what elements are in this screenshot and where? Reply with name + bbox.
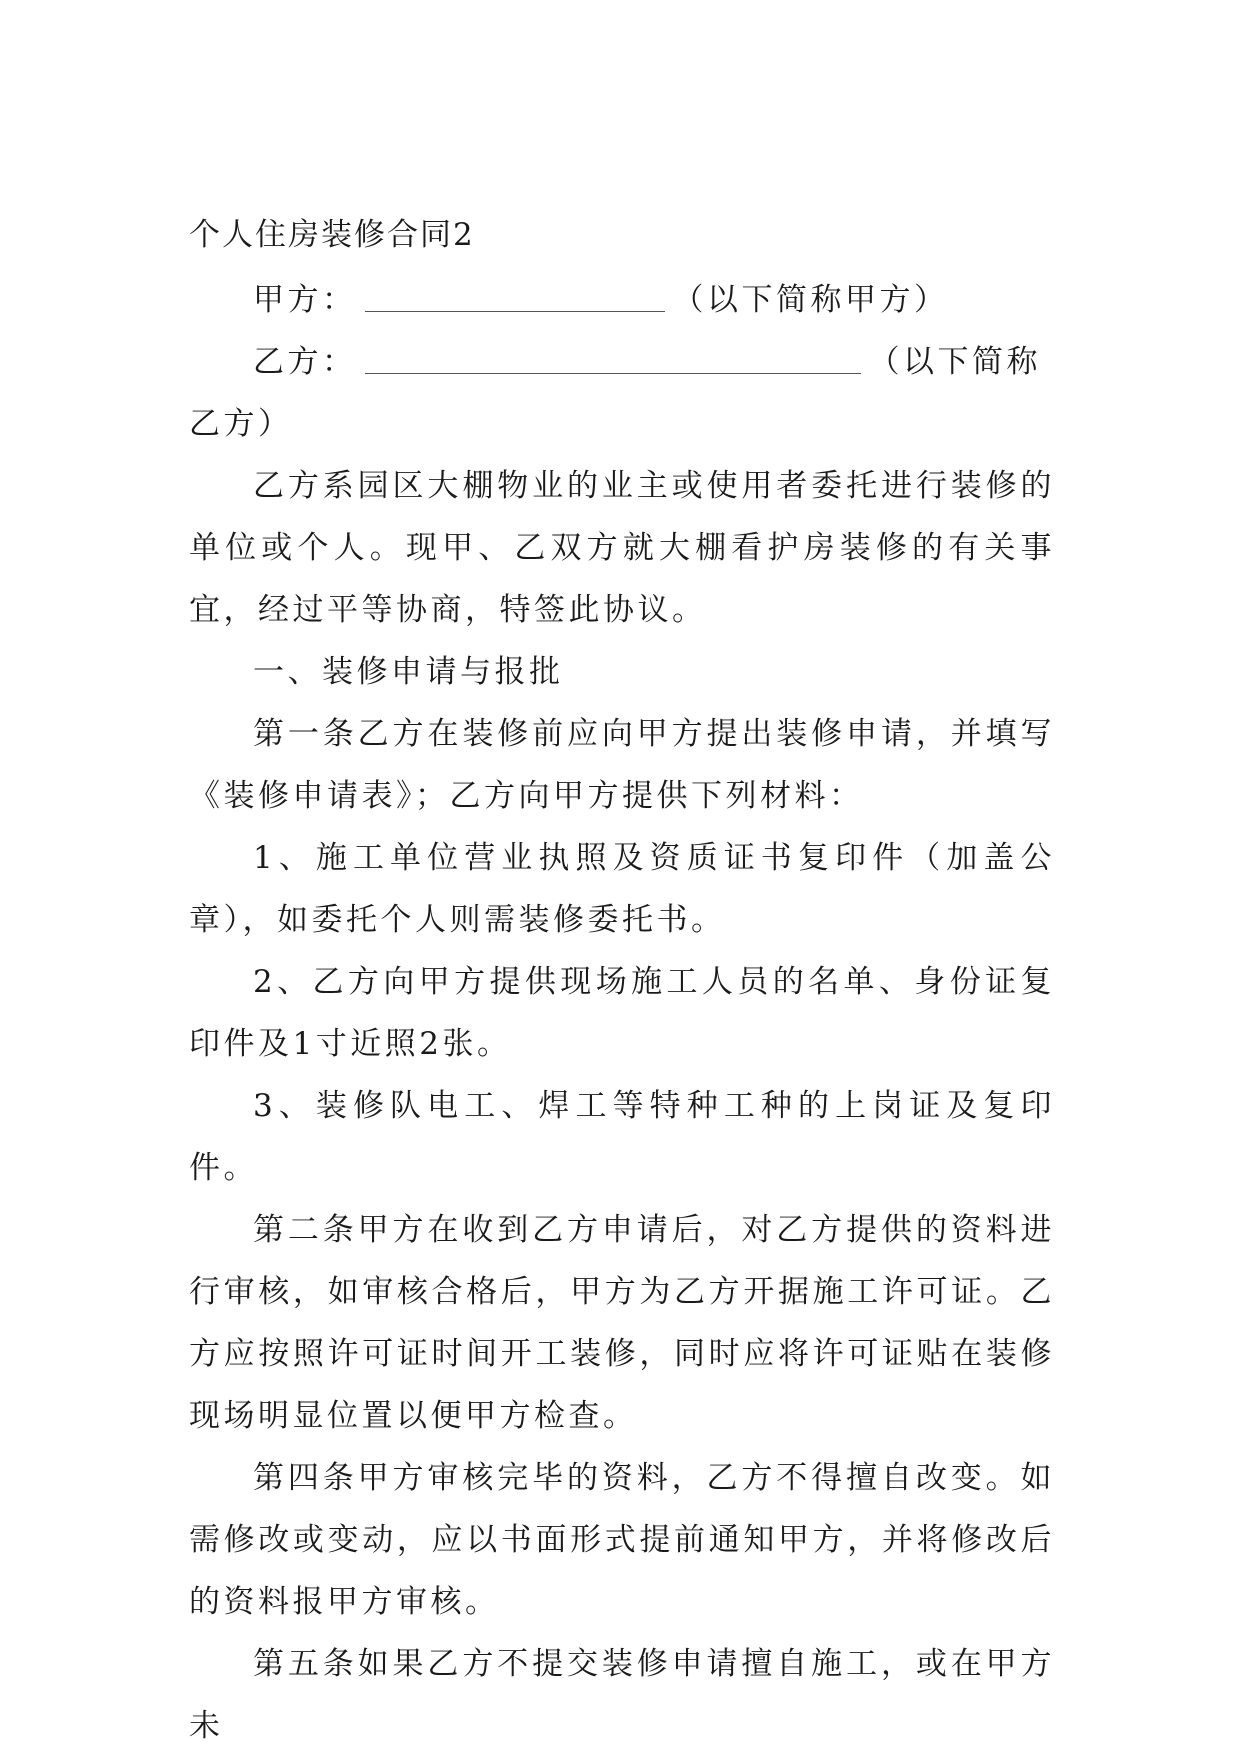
party-b-blank <box>365 343 861 374</box>
paragraph: 第五条如果乙方不提交装修申请擅自施工，或在甲方未 <box>189 1646 1055 1744</box>
party-b-label: 乙方： <box>253 344 357 380</box>
section-heading: 一、装修申请与报批 <box>253 654 564 690</box>
paragraph: 第四条甲方审核完毕的资料，乙方不得擅自改变。如需修改或变动，应以书面形式提前通知甲方，并将修改后的资料报甲方审核。 <box>189 1460 1055 1620</box>
document-page <box>189 215 1055 1757</box>
list-item: 2、乙方向甲方提供现场施工人员的名单、身份证复印件及1寸近照2张。 <box>189 964 1055 1062</box>
party-b-suffix: （以下简称乙方） <box>189 344 1041 442</box>
party-a-suffix: （以下简称甲方） <box>672 282 949 318</box>
paragraph: 第二条甲方在收到乙方申请后，对乙方提供的资料进行审核，如审核合格后，甲方为乙方开据施工许可证。乙方应按照许可证时间开工装修，同时应将许可证贴在装修现场明显位置以便甲方检查。 <box>189 1212 1055 1434</box>
party-b-line <box>189 331 1055 455</box>
list-item: 3、装修队电工、焊工等特种工种的上岗证及复印件。 <box>189 1088 1055 1186</box>
paragraph: 乙方系园区大棚物业的业主或使用者委托进行装修的单位或个人。现甲、乙双方就大棚看护房装修的有关事宜，经过平等协商，特签此协议。 <box>189 468 1055 628</box>
document-title: 个人住房装修合同2 <box>189 217 475 253</box>
party-a-line <box>189 269 1055 331</box>
party-a-label: 甲方： <box>253 282 357 318</box>
party-a-blank <box>365 281 665 312</box>
paragraph: 第一条乙方在装修前应向甲方提出装修申请，并填写《装修申请表》；乙方向甲方提供下列材料： <box>189 716 1055 814</box>
list-item: 1、施工单位营业执照及资质证书复印件（加盖公章），如委托个人则需装修委托书。 <box>189 840 1055 938</box>
